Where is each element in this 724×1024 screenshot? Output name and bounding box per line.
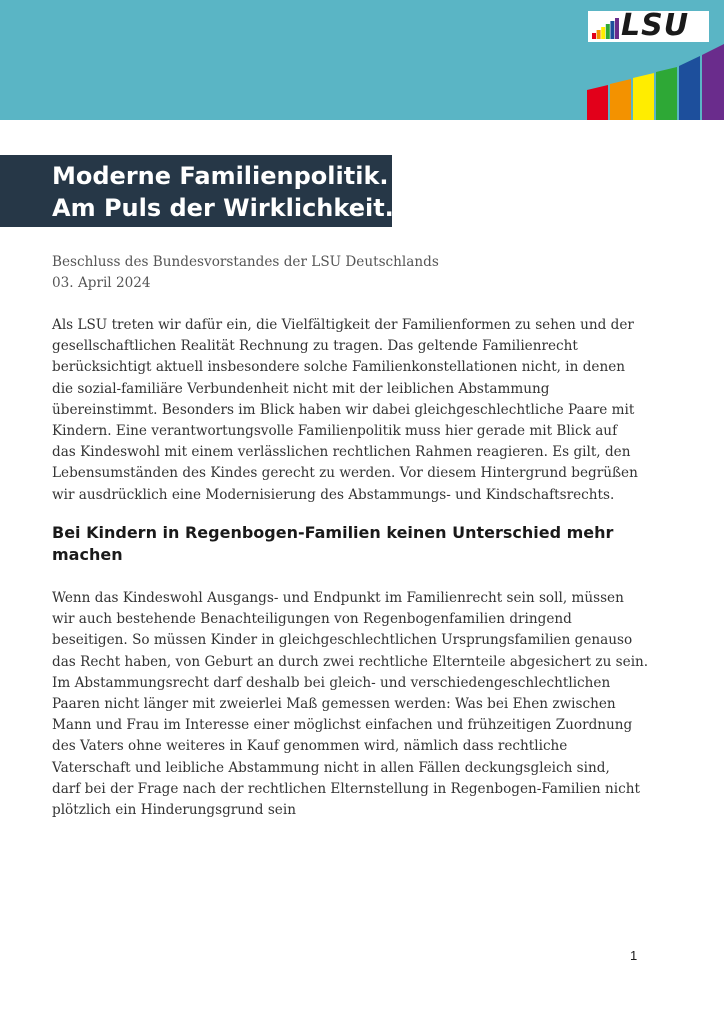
- paragraph-line: die sozial-familiäre Verbundenheit nicht mit der leiblichen Abstammung: [52, 380, 550, 397]
- section-heading-line: machen: [52, 545, 123, 564]
- section-heading: [52, 522, 652, 566]
- logo-rainbow-icon: [592, 17, 620, 39]
- paragraph-line: Mann und Frau im Interesse einer möglichst einfachen und frühzeitigen Zuordnung: [52, 717, 633, 734]
- paragraph-line: beseitigen. So müssen Kinder in gleichgeschlechtlichen Ursprungsfamilien genauso: [52, 632, 633, 649]
- paragraph-line: übereinstimmt. Besonders im Blick haben wir dabei gleichgeschlechtliche Paare mit: [52, 401, 635, 418]
- paragraph-line: darf bei der Frage nach der rechtlichen Elternstellung in Regenbogen-Familien nicht: [52, 780, 640, 797]
- paragraph-line: wir ausdrücklich eine Modernisierung des Abstammungs- und Kindschaftsrechts.: [52, 486, 615, 503]
- paragraph-line: berücksichtigt aktuell insbesondere solche Familienkonstellationen nicht, in denen: [52, 359, 626, 376]
- paragraph-line: Als LSU treten wir dafür ein, die Vielfältigkeit der Familienformen zu sehen und der: [52, 317, 634, 333]
- page-title-line-1: Moderne Familienpolitik.: [52, 162, 389, 190]
- section-heading-line: Bei Kindern in Regenbogen-Familien keinen Unterschied mehr: [52, 523, 614, 542]
- lsu-logo: [588, 8, 709, 43]
- paragraph-line: das Recht haben, von Geburt an durch zwei rechtliche Elternteile abgesichert zu sein.: [52, 653, 649, 670]
- logo-text: LSU: [621, 8, 690, 43]
- paragraph-line: plötzlich ein Hinderungsgrund sein: [52, 802, 296, 819]
- paragraph-line: Vaterschaft und leibliche Abstammung nicht in allen Fällen deckungsgleich sind,: [52, 759, 610, 776]
- paragraph-line: des Vaters ohne weiteres in Kauf genommen wird, nämlich dass rechtliche: [52, 738, 568, 755]
- paragraph-line: das Kindeswohl mit einem verlässlichen rechtlichen Rahmen reagieren. Es gilt, den: [52, 444, 631, 461]
- section-paragraph: [52, 588, 672, 821]
- paragraph-line: Wenn das Kindeswohl Ausgangs- und Endpunkt im Familienrecht sein soll, müssen: [52, 590, 624, 606]
- resolution-source: Beschluss des Bundesvorstandes der LSU Deutschlands: [52, 254, 439, 270]
- paragraph-line: Im Abstammungsrecht darf deshalb bei gleich- und verschiedengeschlechtlichen: [52, 674, 611, 691]
- page-number: 1: [630, 948, 638, 963]
- paragraph-line: gesellschaftlichen Realität Rechnung zu tragen. Das geltende Familienrecht: [52, 338, 578, 355]
- paragraph-line: Paaren nicht länger mit zweierlei Maß gemessen werden: Was bei Ehen zwischen: [52, 696, 616, 713]
- intro-paragraph: [52, 315, 672, 506]
- paragraph-line: wir auch bestehende Benachteiligungen von Regenbogenfamilien dringend: [52, 611, 572, 628]
- paragraph-line: Lebensumständen des Kindes gerecht zu werden. Vor diesem Hintergrund begrüßen: [52, 465, 638, 482]
- document-meta: [52, 252, 439, 294]
- page-title-line-2: Am Puls der Wirklichkeit.: [52, 194, 394, 222]
- rainbow-steps-graphic: [587, 44, 724, 120]
- paragraph-line: Kindern. Eine verantwortungsvolle Familienpolitik muss hier gerade mit Blick auf: [52, 423, 618, 440]
- resolution-date: 03. April 2024: [52, 275, 151, 291]
